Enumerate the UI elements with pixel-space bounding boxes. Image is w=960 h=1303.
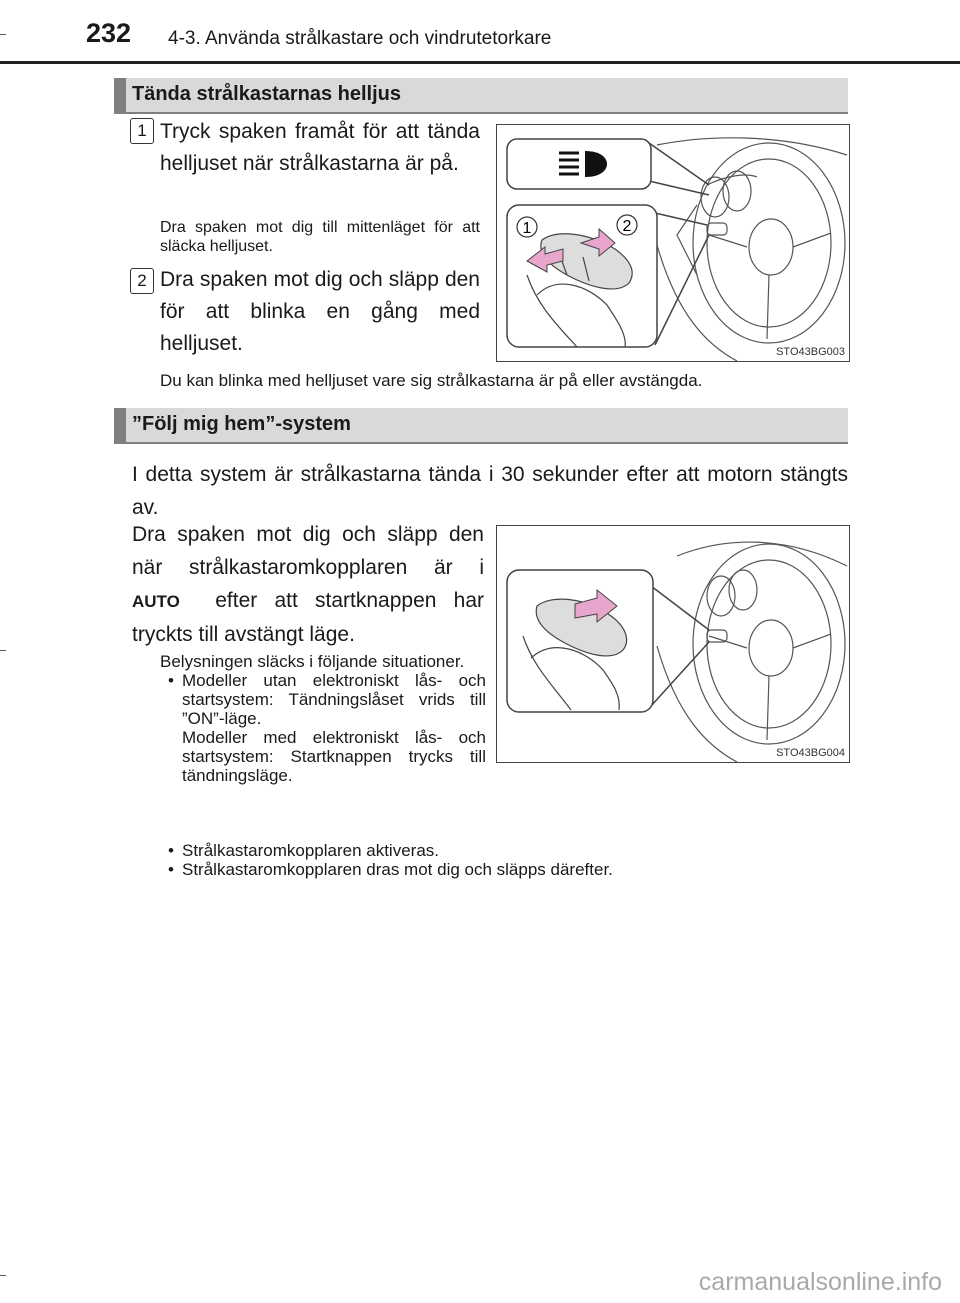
section-heading-high-beam (114, 78, 848, 114)
follow-me-home-illustration (496, 525, 850, 763)
page-number: 232 (86, 18, 132, 48)
heading-bar (114, 78, 126, 112)
instruction-part-a: Dra spaken mot dig och släpp den när strålkastaromkopplaren är i (132, 523, 484, 579)
step-2-text: Dra spaken mot dig och släpp den för att blinka en gång med helljuset. (160, 268, 480, 355)
list-item: • Strålkastaromkopplaren aktiveras. (160, 841, 850, 860)
callout-1 (517, 217, 537, 237)
margin-tick (0, 1275, 6, 1276)
chapter-title: 4-3. Använda strålkastare och vindrutetorkare (168, 28, 552, 49)
header-rule (0, 61, 960, 64)
step-number-badge: 1 (130, 118, 154, 144)
section-title: ”Följ mig hem”-system (132, 413, 351, 435)
watermark: carmanualsonline.info (698, 1268, 942, 1296)
svg-text:2: 2 (622, 218, 632, 235)
list-item (160, 671, 486, 785)
section-title: Tända strålkastarnas helljus (132, 83, 402, 105)
high-beam-indicator-box (507, 139, 651, 189)
lever-illustration-svg (497, 125, 849, 361)
lever-illustration-svg (497, 526, 849, 762)
bullet-1-line-2: Modeller med elektroniskt lås- och startsystem: Startknappen trycks till tändningsläge. (182, 728, 486, 785)
auto-icon: AUTO (132, 592, 180, 611)
conditions-list (160, 671, 486, 785)
conditions-list-cont (160, 841, 850, 879)
list-item: • Strålkastaromkopplaren dras mot dig och släpps därefter. (160, 860, 850, 879)
step-1-text: Tryck spaken framåt för att tända helljuset när strålkastarna är på. (160, 120, 480, 175)
heading-bar (114, 408, 126, 442)
flash-note: Du kan blinka med helljuset vare sig strålkastarna är på eller avstängda. (160, 371, 703, 390)
follow-me-home-instruction (132, 518, 484, 651)
figure-code: STO43BG004 (776, 747, 845, 759)
instruction-part-b: efter att startknappen har tryckts till avstängt läge. (132, 589, 484, 646)
step-number-badge: 2 (130, 268, 154, 294)
margin-tick (0, 650, 6, 651)
section-heading-follow-me-home (114, 408, 848, 444)
figure-code: STO43BG003 (776, 346, 845, 358)
bullet-1-line-1: • Modeller utan elektroniskt lås- och startsystem: Tändningslåset vrids till ”ON”-läge. (182, 671, 486, 728)
svg-text:1: 1 (522, 220, 532, 237)
step-1-note: Dra spaken mot dig till mittenläget för att släcka helljuset. (160, 219, 480, 255)
note-intro: Belysningen släcks i följande situationer. (160, 652, 465, 671)
follow-me-home-intro: I detta system är strålkastarna tända i 30 sekunder efter att motorn stängts av. (132, 463, 848, 519)
high-beam-lever-illustration (496, 124, 850, 362)
lights-off-note (160, 652, 486, 785)
margin-tick (0, 34, 6, 35)
callout-2 (617, 215, 637, 235)
conditions-list-extra (160, 841, 850, 879)
